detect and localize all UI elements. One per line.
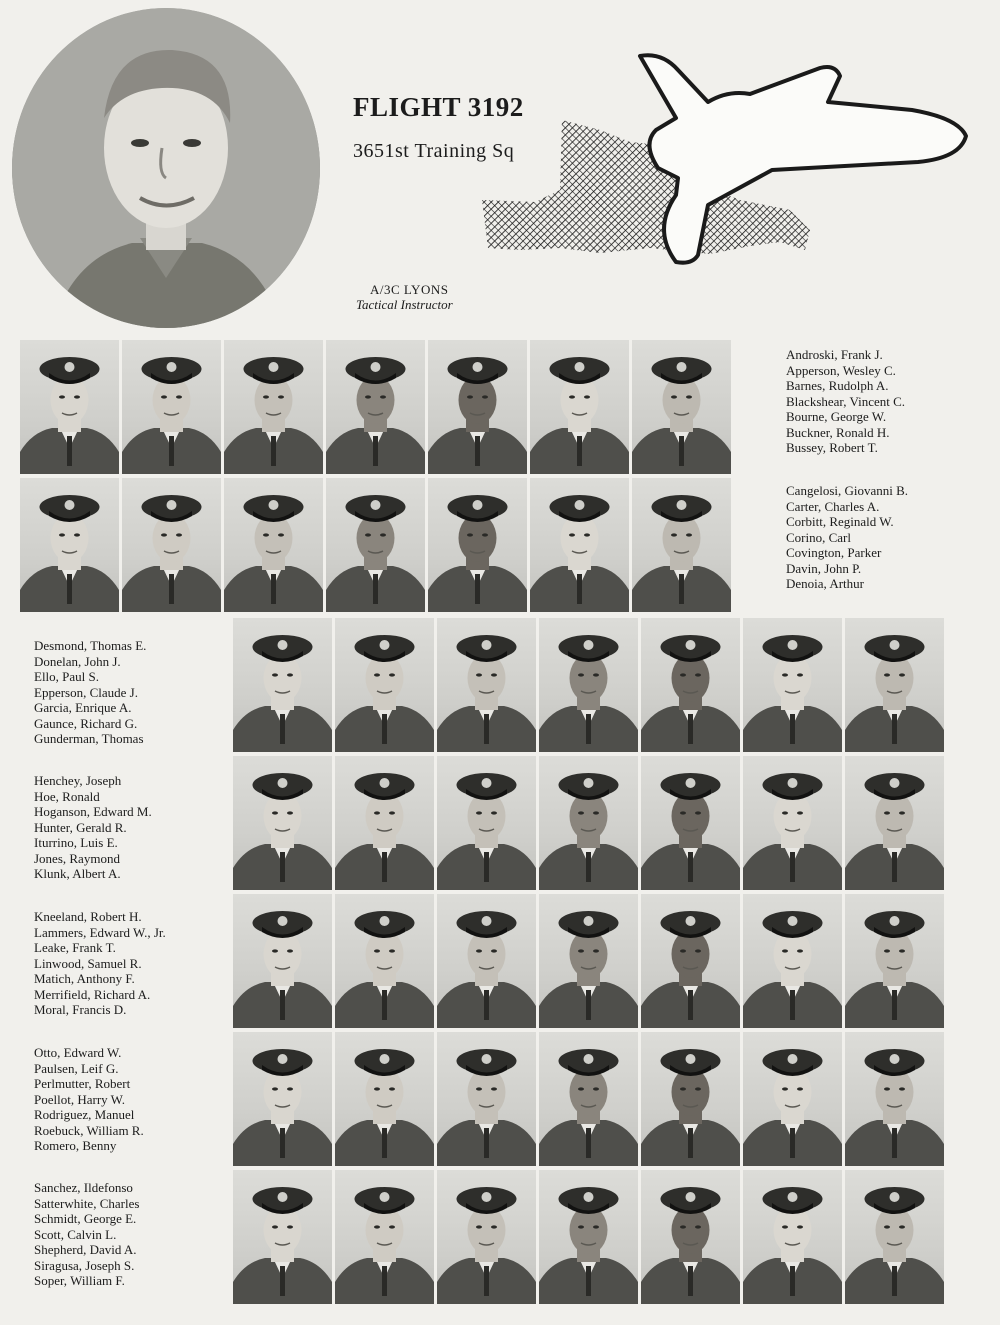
recruit-photo-frame [428,478,527,612]
roster-name: Bussey, Robert T. [786,440,878,455]
roster-name: Blackshear, Vincent C. [786,393,906,409]
recruit-photo-frame [122,478,221,612]
recruit-photo [233,1032,332,1166]
roster-name: Sanchez, Ildefonso [34,1180,133,1195]
roster-list [34,909,166,1018]
recruit-photo-frame [428,340,527,474]
photo-row [233,1032,944,1166]
roster-name: Gaunce, Richard G. [34,715,138,731]
recruit-photo-frame [437,894,536,1028]
recruit-photo-frame [437,618,536,752]
roster-name: Scott, Calvin L. [34,1226,117,1242]
recruit-photo [122,340,221,474]
recruit-photo [224,478,323,612]
recruit-photo [437,618,536,752]
recruit-photo [641,894,740,1028]
recruit-photo-frame [20,340,119,474]
squadron-subtitle: 3651st Training Sq [353,140,515,162]
roster-name: Bourne, George W. [786,409,887,424]
recruit-photo-frame [233,1032,332,1166]
recruit-photo-frame [641,1170,740,1304]
recruit-photo [845,756,944,890]
roster-name: Hunter, Gerald R. [34,819,127,835]
recruit-photo-frame [335,894,434,1028]
recruit-photo [437,894,536,1028]
roster-name: Desmond, Thomas E. [34,638,147,653]
recruit-photo-frame [233,1170,332,1304]
roster-name: Lammers, Edward W., Jr. [34,924,166,940]
recruit-photo [233,894,332,1028]
recruit-photo-frame [335,1170,434,1304]
roster-name: Buckner, Ronald H. [786,424,890,440]
recruit-photo [845,1032,944,1166]
recruit-photo [335,894,434,1028]
recruit-photo [539,756,638,890]
roster-list [786,483,908,592]
roster-name: Satterwhite, Charles [34,1195,140,1211]
recruit-photo-frame [437,1032,536,1166]
recruit-photo-frame [743,1032,842,1166]
roster-list [34,1180,139,1289]
recruit-photo-frame [539,1032,638,1166]
instructor-name: A/3C LYONS [370,282,449,297]
recruit-photo [335,618,434,752]
recruit-photo-frame [539,756,638,890]
recruit-photo-frame [233,756,332,890]
recruit-photo [335,1170,434,1304]
recruit-photo [743,756,842,890]
photo-row [233,756,944,890]
roster-name: Matich, Anthony F. [34,971,135,986]
roster-name: Iturrino, Luis E. [34,835,118,850]
recruit-photo [641,756,740,890]
roster-list [34,1045,144,1154]
roster-name: Davin, John P. [786,560,862,576]
recruit-photo-frame [845,618,944,752]
recruit-photo-frame [530,340,629,474]
recruit-photo [335,756,434,890]
recruit-photo [539,894,638,1028]
recruit-photo [428,340,527,474]
roster-name: Hoe, Ronald [34,788,100,804]
recruit-photo-frame [743,618,842,752]
recruit-photo [641,1032,740,1166]
roster-name: Klunk, Albert A. [34,866,121,881]
recruit-photo-frame [224,340,323,474]
recruit-photo [743,618,842,752]
recruit-photo [632,478,731,612]
recruit-photo [530,340,629,474]
roster-name: Poellot, Harry W. [34,1091,125,1107]
photo-row [233,1170,944,1304]
recruit-photo-frame [437,756,536,890]
roster-name: Romero, Benny [34,1138,117,1153]
recruit-photo [641,618,740,752]
roster-name: Androski, Frank J. [786,347,883,362]
instructor-portrait [12,8,320,328]
recruit-photo [539,1032,638,1166]
roster-list [786,347,905,456]
instructor-role: Tactical Instructor [356,297,453,312]
recruit-photo-frame [326,340,425,474]
recruit-photo [233,756,332,890]
page-title: FLIGHT 3192 [353,92,524,122]
recruit-photo [437,1170,536,1304]
recruit-photo-frame [845,1032,944,1166]
recruit-photo-frame [632,340,731,474]
roster-name: Perlmutter, Robert [34,1076,131,1091]
recruit-photo [233,618,332,752]
recruit-photo [428,478,527,612]
recruit-photo [326,340,425,474]
recruit-photo-frame [335,1032,434,1166]
roster-name: Corino, Carl [786,529,851,545]
recruit-photo [632,340,731,474]
roster-name: Merrifield, Richard A. [34,986,151,1002]
recruit-photo [530,478,629,612]
recruit-photo [326,478,425,612]
recruit-photo [437,756,536,890]
roster-name: Soper, William F. [34,1273,125,1288]
roster-name: Henchey, Joseph [34,773,122,788]
roster-list [34,638,146,747]
recruit-photo [845,894,944,1028]
recruit-photo-frame [641,756,740,890]
roster-name: Shepherd, David A. [34,1242,137,1257]
recruit-photo-frame [122,340,221,474]
recruit-photo-frame [437,1170,536,1304]
recruit-photo [539,1170,638,1304]
roster-name: Kneeland, Robert H. [34,909,142,924]
roster-name: Linwood, Samuel R. [34,955,142,971]
roster-name: Leake, Frank T. [34,940,116,955]
recruit-photo [20,340,119,474]
roster-name: Cangelosi, Giovanni B. [786,483,909,498]
instructor-photo [12,8,320,328]
recruit-photo-frame [335,618,434,752]
recruit-photo-frame [335,756,434,890]
roster-name: Covington, Parker [786,545,882,560]
recruit-photo [743,894,842,1028]
recruit-photo-frame [845,894,944,1028]
roster-name: Carter, Charles A. [786,498,880,514]
roster-name: Paulsen, Leif G. [34,1060,119,1076]
roster-name: Schmidt, George E. [34,1211,137,1226]
photo-row [233,618,944,752]
recruit-photo-frame [233,618,332,752]
recruit-photo-frame [326,478,425,612]
roster-name: Roebuck, William R. [34,1122,144,1138]
recruit-photo-frame [845,756,944,890]
recruit-photo [20,478,119,612]
recruit-photo-frame [539,1170,638,1304]
recruit-photo-frame [845,1170,944,1304]
roster-name: Ello, Paul S. [34,669,100,684]
roster-name: Epperson, Claude J. [34,684,138,700]
photo-row [20,478,731,612]
recruit-photo-frame [641,618,740,752]
roster-name: Barnes, Rudolph A. [786,378,889,393]
recruit-photo [641,1170,740,1304]
roster-name: Hoganson, Edward M. [34,804,152,819]
recruit-photo-frame [530,478,629,612]
roster-name: Jones, Raymond [34,850,120,866]
roster-name: Corbitt, Reginald W. [786,514,894,529]
recruit-photo [539,618,638,752]
recruit-photo-frame [641,894,740,1028]
recruit-photo-frame [743,894,842,1028]
recruit-photo-frame [233,894,332,1028]
roster-name: Garcia, Enrique A. [34,700,132,715]
recruit-photo [224,340,323,474]
recruit-photo [437,1032,536,1166]
recruit-photo [743,1032,842,1166]
roster-name: Rodriguez, Manuel [34,1107,135,1122]
jet-airplane-illustration [480,50,970,265]
recruit-photo-frame [224,478,323,612]
recruit-photo [743,1170,842,1304]
roster-name: Moral, Francis D. [34,1002,127,1017]
recruit-photo-frame [632,478,731,612]
recruit-photo [335,1032,434,1166]
roster-list [34,773,152,882]
roster-name: Donelan, John J. [34,653,121,669]
recruit-photo-frame [641,1032,740,1166]
roster-name: Siragusa, Joseph S. [34,1257,135,1273]
recruit-photo [233,1170,332,1304]
recruit-photo [845,618,944,752]
recruit-photo [122,478,221,612]
recruit-photo [845,1170,944,1304]
photo-row [20,340,731,474]
roster-name: Denoia, Arthur [786,576,864,591]
roster-name: Otto, Edward W. [34,1045,122,1060]
recruit-photo-frame [539,618,638,752]
recruit-photo-frame [539,894,638,1028]
roster-name: Gunderman, Thomas [34,731,144,746]
recruit-photo-frame [20,478,119,612]
photo-row [233,894,944,1028]
recruit-photo-frame [743,756,842,890]
recruit-photo-frame [743,1170,842,1304]
roster-name: Apperson, Wesley C. [786,362,896,378]
